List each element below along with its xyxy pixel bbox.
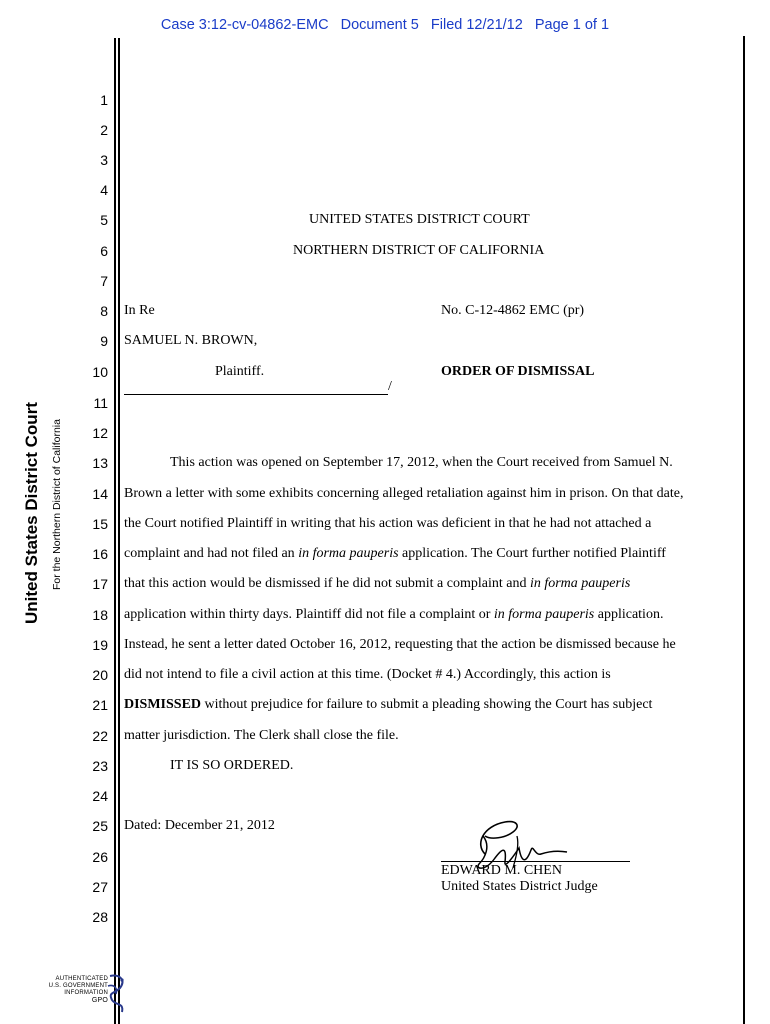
body-text: that this action would be dismissed if he did not submit a complaint and xyxy=(124,576,530,591)
line-number: 28 xyxy=(92,909,108,925)
in-re-label: In Re xyxy=(124,303,155,318)
gpo-seal-line: INFORMATION xyxy=(64,990,108,996)
latin-term: in forma pauperis xyxy=(493,607,595,622)
party-name: SAMUEL N. BROWN, xyxy=(124,333,258,348)
line-number: 1 xyxy=(100,92,108,108)
body-line-16 xyxy=(124,546,666,562)
gpo-authentication-seal xyxy=(40,972,132,1018)
gpo-seal-line: GPO xyxy=(91,997,108,1004)
body-line-15: the Court notified Plaintiff in writing that his action was deficient in that he had not attached a xyxy=(124,516,652,531)
line-number: 17 xyxy=(92,576,108,592)
line-number: 13 xyxy=(92,455,108,471)
line-number: 27 xyxy=(92,879,108,895)
court-name-heading: UNITED STATES DISTRICT COURT xyxy=(309,212,530,227)
gpo-seal-line: AUTHENTICATED xyxy=(55,976,108,982)
line-number: 22 xyxy=(92,728,108,744)
body-line-21 xyxy=(124,697,652,713)
body-text: application. The Court further notified Plaintiff xyxy=(398,546,666,561)
body-text: complaint and had not filed an xyxy=(124,546,299,561)
line-number: 21 xyxy=(92,697,108,713)
line-number: 4 xyxy=(100,182,108,198)
line-number: 18 xyxy=(92,607,108,623)
line-number: 12 xyxy=(92,425,108,441)
line-number: 11 xyxy=(93,395,108,411)
gpo-seal-text xyxy=(49,976,108,1004)
left-margin-rule-outer xyxy=(114,38,116,1024)
line-number: 8 xyxy=(100,303,108,319)
gpo-seal-line: U.S. GOVERNMENT xyxy=(48,983,108,989)
document-title: ORDER OF DISMISSAL xyxy=(441,364,595,379)
line-number: 23 xyxy=(92,758,108,774)
body-line-18 xyxy=(124,607,663,623)
body-line-22: matter jurisdiction. The Clerk shall close the file. xyxy=(124,728,399,743)
body-line-20: did not intend to file a civil action at this time. (Docket # 4.) Accordingly, this action is xyxy=(124,667,611,682)
caption-underline xyxy=(124,394,388,395)
body-line-17 xyxy=(124,576,630,592)
body-line-19: Instead, he sent a letter dated October 16, 2012, requesting that the action be dismissed because he xyxy=(124,637,676,652)
body-text: application. xyxy=(594,607,664,622)
line-number: 24 xyxy=(92,788,108,804)
line-number: 25 xyxy=(92,818,108,834)
line-number: 26 xyxy=(92,849,108,865)
case-number: No. C-12-4862 EMC (pr) xyxy=(441,303,585,318)
body-line-14: Brown a letter with some exhibits concerning alleged retaliation against him in prison. On that date, xyxy=(124,486,684,501)
filing-header-stamp: Case 3:12-cv-04862-EMC Document 5 Filed 12/21/12 Page 1 of 1 xyxy=(160,17,610,33)
body-text: application within thirty days. Plaintiff did not file a complaint or xyxy=(124,607,494,622)
line-number: 14 xyxy=(92,486,108,502)
latin-term: in forma pauperis xyxy=(298,546,399,561)
left-margin-rule-inner xyxy=(118,38,120,1024)
line-number: 3 xyxy=(100,152,108,168)
line-number: 9 xyxy=(100,333,108,349)
sidebar-court-name: United States District Court xyxy=(22,402,41,624)
district-name-heading: NORTHERN DISTRICT OF CALIFORNIA xyxy=(293,243,545,258)
judge-title: United States District Judge xyxy=(441,879,598,894)
line-number: 2 xyxy=(100,122,108,138)
dismissed-term: DISMISSED xyxy=(124,697,202,712)
sidebar-district: For the Northern District of California xyxy=(51,419,63,590)
judge-name: EDWARD M. CHEN xyxy=(441,863,562,878)
line-number: 7 xyxy=(100,273,108,289)
line-number: 20 xyxy=(92,667,108,683)
line-number: 6 xyxy=(100,243,108,259)
line-number: 19 xyxy=(92,637,108,653)
dated-line: Dated: December 21, 2012 xyxy=(124,818,275,833)
latin-term: in forma pauperis xyxy=(529,576,631,591)
right-margin-rule xyxy=(743,36,745,1024)
line-number: 5 xyxy=(100,212,108,228)
body-line-13: This action was opened on September 17, 2012, when the Court received from Samuel N. xyxy=(170,455,673,470)
party-role: Plaintiff. xyxy=(215,364,265,379)
body-text: without prejudice for failure to submit a pleading showing the Court has subject xyxy=(201,697,653,712)
line-number: 15 xyxy=(92,516,108,532)
eagle-icon xyxy=(104,972,130,1016)
signature-line xyxy=(441,861,630,862)
caption-slash: / xyxy=(388,379,392,394)
so-ordered: IT IS SO ORDERED. xyxy=(170,758,294,773)
line-number: 10 xyxy=(92,364,108,380)
line-number: 16 xyxy=(92,546,108,562)
